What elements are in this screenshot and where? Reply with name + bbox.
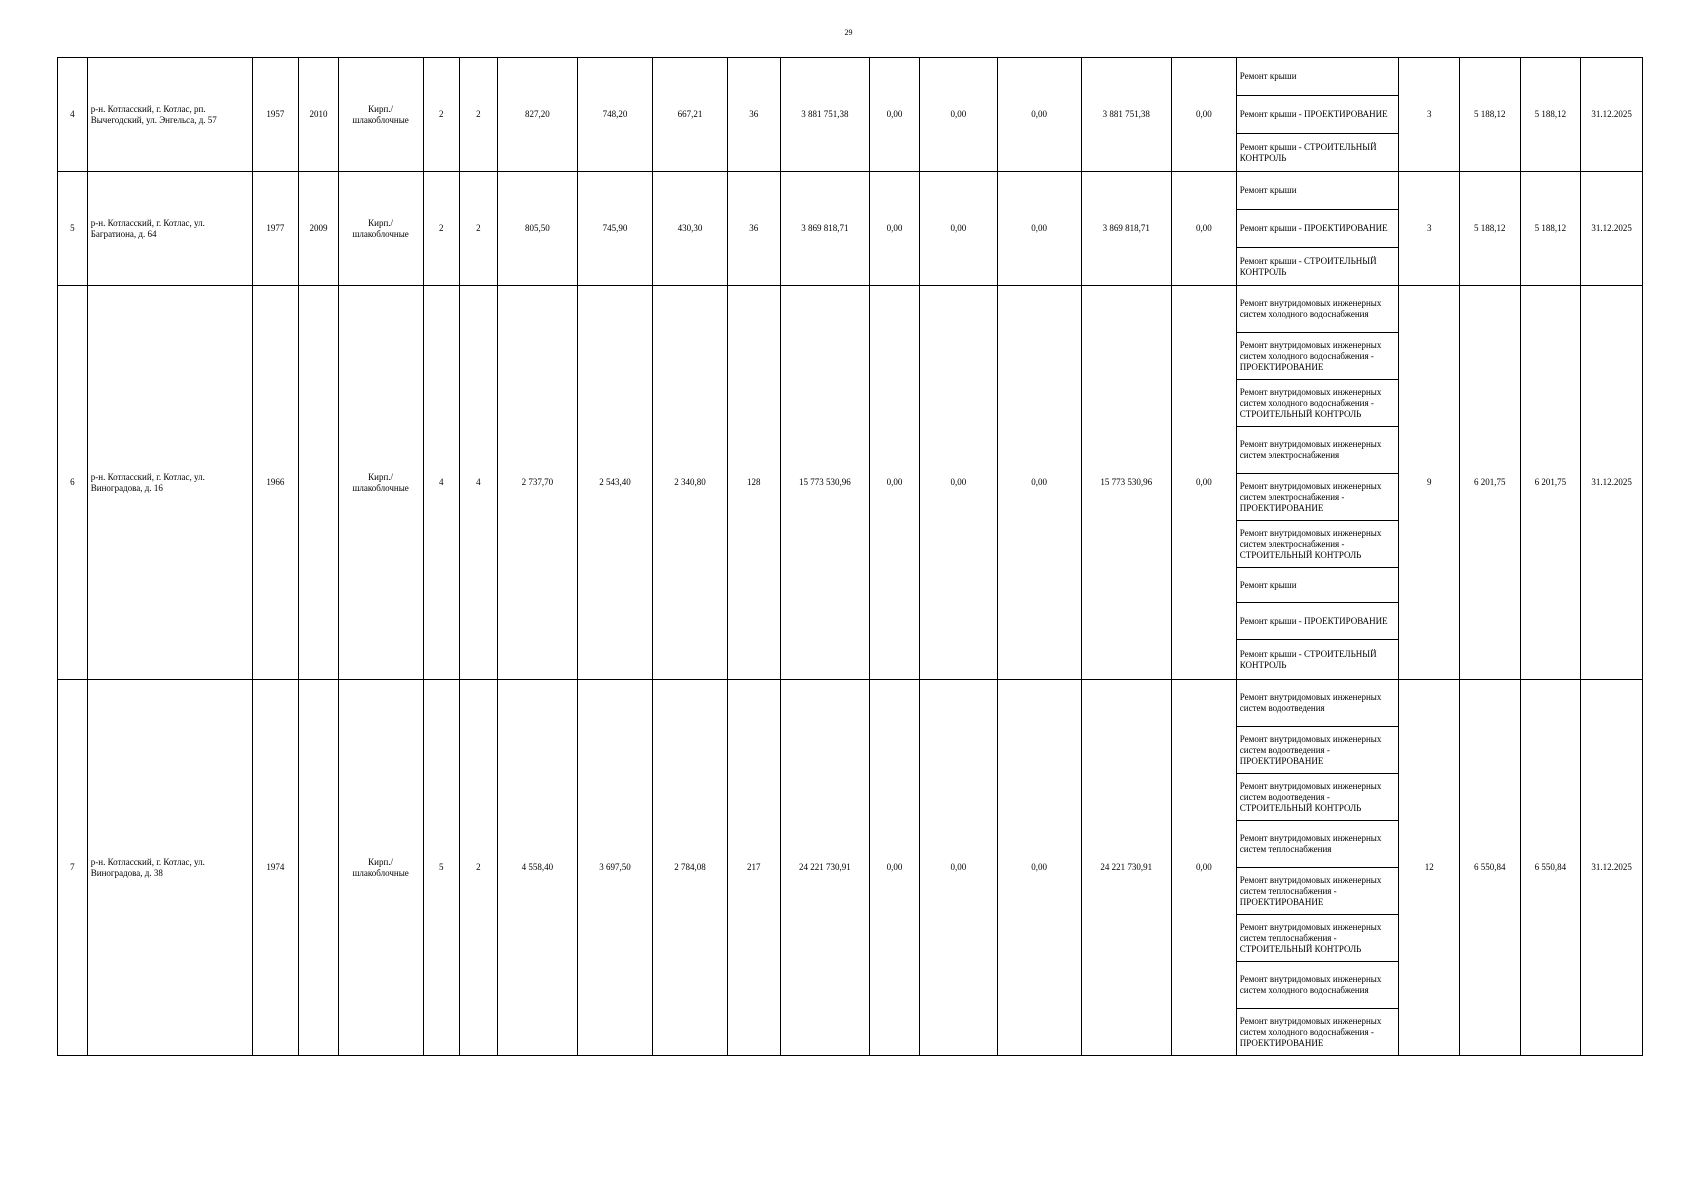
cell-work-type: Ремонт внутридомовых инженерных систем холодного водоснабжения - ПРОЕКТИРОВАНИЕ <box>1236 1009 1399 1056</box>
cell-entrances: 2 <box>459 680 497 1056</box>
cell-works-count: 3 <box>1399 58 1460 172</box>
table-row <box>58 172 1643 210</box>
cell-specific-cost: 6 201,75 <box>1459 286 1520 680</box>
cell-work-type: Ремонт внутридомовых инженерных систем холодного водоснабжения <box>1236 286 1399 333</box>
cell-area-premises: 3 697,50 <box>577 680 652 1056</box>
cell-specific-cost: 5 188,12 <box>1459 172 1520 286</box>
cell-work-type: Ремонт внутридомовых инженерных систем холодного водоснабжения <box>1236 962 1399 1009</box>
cell-no: 4 <box>58 58 88 172</box>
cell-work-type: Ремонт крыши - СТРОИТЕЛЬНЫЙ КОНТРОЛЬ <box>1236 640 1399 680</box>
cell-total-area: 4 558,40 <box>498 680 578 1056</box>
cell-cost-total: 3 881 751,38 <box>780 58 869 172</box>
cell-area-premises: 745,90 <box>577 172 652 286</box>
cell-cost-local: 0,00 <box>997 286 1081 680</box>
cell-wall-material: Кирп./ шлакоблочные <box>338 286 423 680</box>
cell-work-type: Ремонт крыши <box>1236 172 1399 210</box>
register-sheet <box>57 57 1643 1143</box>
cell-work-type: Ремонт внутридомовых инженерных систем теплоснабжения <box>1236 821 1399 868</box>
cell-max-cost: 6 550,84 <box>1520 680 1581 1056</box>
cell-wall-material: Кирп./ шлакоблочные <box>338 58 423 172</box>
cell-cost-owners: 3 881 751,38 <box>1081 58 1171 172</box>
cell-works-count: 12 <box>1399 680 1460 1056</box>
capital-repair-table <box>57 57 1643 1056</box>
cell-cost-other: 0,00 <box>1171 58 1236 172</box>
cell-wall-material: Кирп./ шлакоблочные <box>338 680 423 1056</box>
cell-cost-regional: 0,00 <box>920 286 998 680</box>
cell-work-type: Ремонт внутридомовых инженерных систем холодного водоснабжения - СТРОИТЕЛЬНЫЙ КОНТРОЛЬ <box>1236 380 1399 427</box>
cell-cost-federal: 0,00 <box>870 172 920 286</box>
cell-cost-other: 0,00 <box>1171 172 1236 286</box>
cell-cost-federal: 0,00 <box>870 286 920 680</box>
cell-work-type: Ремонт крыши <box>1236 568 1399 603</box>
cell-cost-total: 24 221 730,91 <box>780 680 869 1056</box>
cell-address: р-н. Котласский, г. Котлас, рп. Вычегодский, ул. Энгельса, д. 57 <box>87 58 252 172</box>
cell-floors: 2 <box>423 172 459 286</box>
cell-year-built: 1974 <box>252 680 299 1056</box>
cell-cost-local: 0,00 <box>997 58 1081 172</box>
cell-cost-federal: 0,00 <box>870 58 920 172</box>
cell-area-living: 2 784,08 <box>653 680 727 1056</box>
cell-cost-local: 0,00 <box>997 680 1081 1056</box>
cell-works-count: 9 <box>1399 286 1460 680</box>
cell-area-premises: 748,20 <box>577 58 652 172</box>
cell-residents: 217 <box>727 680 780 1056</box>
cell-year-built: 1966 <box>252 286 299 680</box>
cell-no: 6 <box>58 286 88 680</box>
cell-residents: 36 <box>727 172 780 286</box>
cell-cost-regional: 0,00 <box>920 680 998 1056</box>
cell-residents: 128 <box>727 286 780 680</box>
cell-entrances: 2 <box>459 58 497 172</box>
cell-cost-regional: 0,00 <box>920 172 998 286</box>
cell-work-type: Ремонт внутридомовых инженерных систем водоотведения <box>1236 680 1399 727</box>
cell-total-area: 805,50 <box>498 172 578 286</box>
cell-area-living: 667,21 <box>653 58 727 172</box>
cell-floors: 2 <box>423 58 459 172</box>
cell-address: р-н. Котласский, г. Котлас, ул. Багратиона, д. 64 <box>87 172 252 286</box>
cell-work-type: Ремонт внутридомовых инженерных систем теплоснабжения - ПРОЕКТИРОВАНИЕ <box>1236 868 1399 915</box>
cell-entrances: 4 <box>459 286 497 680</box>
cell-year-repair <box>299 286 338 680</box>
cell-entrances: 2 <box>459 172 497 286</box>
cell-year-built: 1957 <box>252 58 299 172</box>
cell-deadline: 31.12.2025 <box>1581 58 1643 172</box>
cell-work-type: Ремонт внутридомовых инженерных систем холодного водоснабжения - ПРОЕКТИРОВАНИЕ <box>1236 333 1399 380</box>
cell-year-built: 1977 <box>252 172 299 286</box>
cell-area-living: 2 340,80 <box>653 286 727 680</box>
cell-no: 5 <box>58 172 88 286</box>
cell-work-type: Ремонт внутридомовых инженерных систем водоотведения - СТРОИТЕЛЬНЫЙ КОНТРОЛЬ <box>1236 774 1399 821</box>
cell-total-area: 2 737,70 <box>498 286 578 680</box>
cell-max-cost: 5 188,12 <box>1520 58 1581 172</box>
cell-deadline: 31.12.2025 <box>1581 680 1643 1056</box>
cell-cost-local: 0,00 <box>997 172 1081 286</box>
cell-specific-cost: 5 188,12 <box>1459 58 1520 172</box>
cell-cost-owners: 15 773 530,96 <box>1081 286 1171 680</box>
cell-year-repair: 2010 <box>299 58 338 172</box>
cell-deadline: 31.12.2025 <box>1581 286 1643 680</box>
table-row <box>58 286 1643 333</box>
cell-specific-cost: 6 550,84 <box>1459 680 1520 1056</box>
cell-deadline: 31.12.2025 <box>1581 172 1643 286</box>
cell-max-cost: 5 188,12 <box>1520 172 1581 286</box>
page-number: 29 <box>844 28 853 37</box>
table-row <box>58 58 1643 96</box>
cell-works-count: 3 <box>1399 172 1460 286</box>
table-row <box>58 680 1643 727</box>
cell-work-type: Ремонт внутридомовых инженерных систем электроснабжения - ПРОЕКТИРОВАНИЕ <box>1236 474 1399 521</box>
cell-cost-other: 0,00 <box>1171 286 1236 680</box>
cell-work-type: Ремонт внутридомовых инженерных систем электроснабжения <box>1236 427 1399 474</box>
cell-work-type: Ремонт внутридомовых инженерных систем водоотведения - ПРОЕКТИРОВАНИЕ <box>1236 727 1399 774</box>
cell-work-type: Ремонт крыши - ПРОЕКТИРОВАНИЕ <box>1236 603 1399 640</box>
cell-cost-owners: 24 221 730,91 <box>1081 680 1171 1056</box>
cell-cost-owners: 3 869 818,71 <box>1081 172 1171 286</box>
cell-total-area: 827,20 <box>498 58 578 172</box>
cell-area-living: 430,30 <box>653 172 727 286</box>
cell-cost-other: 0,00 <box>1171 680 1236 1056</box>
cell-address: р-н. Котласский, г. Котлас, ул. Виноградова, д. 38 <box>87 680 252 1056</box>
cell-floors: 5 <box>423 680 459 1056</box>
cell-no: 7 <box>58 680 88 1056</box>
cell-cost-regional: 0,00 <box>920 58 998 172</box>
cell-cost-total: 3 869 818,71 <box>780 172 869 286</box>
cell-cost-federal: 0,00 <box>870 680 920 1056</box>
cell-residents: 36 <box>727 58 780 172</box>
cell-year-repair: 2009 <box>299 172 338 286</box>
cell-floors: 4 <box>423 286 459 680</box>
cell-work-type: Ремонт крыши - СТРОИТЕЛЬНЫЙ КОНТРОЛЬ <box>1236 248 1399 286</box>
cell-wall-material: Кирп./ шлакоблочные <box>338 172 423 286</box>
cell-work-type: Ремонт крыши - СТРОИТЕЛЬНЫЙ КОНТРОЛЬ <box>1236 134 1399 172</box>
cell-area-premises: 2 543,40 <box>577 286 652 680</box>
cell-max-cost: 6 201,75 <box>1520 286 1581 680</box>
cell-work-type: Ремонт внутридомовых инженерных систем теплоснабжения - СТРОИТЕЛЬНЫЙ КОНТРОЛЬ <box>1236 915 1399 962</box>
cell-work-type: Ремонт крыши - ПРОЕКТИРОВАНИЕ <box>1236 210 1399 248</box>
cell-work-type: Ремонт крыши - ПРОЕКТИРОВАНИЕ <box>1236 96 1399 134</box>
cell-work-type: Ремонт внутридомовых инженерных систем электроснабжения - СТРОИТЕЛЬНЫЙ КОНТРОЛЬ <box>1236 521 1399 568</box>
cell-cost-total: 15 773 530,96 <box>780 286 869 680</box>
cell-address: р-н. Котласский, г. Котлас, ул. Виноградова, д. 16 <box>87 286 252 680</box>
cell-work-type: Ремонт крыши <box>1236 58 1399 96</box>
cell-year-repair <box>299 680 338 1056</box>
